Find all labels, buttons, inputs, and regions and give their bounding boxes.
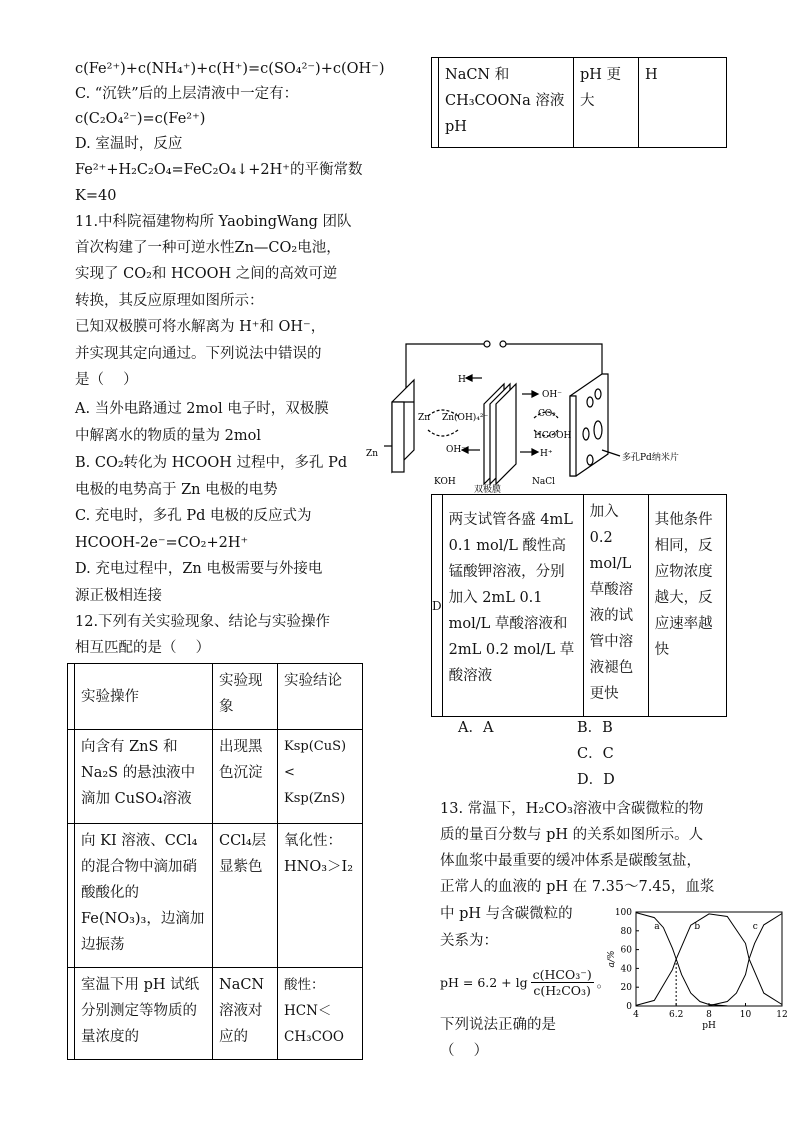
q10-option-b-tail: c(Fe²⁺)+c(NH₄⁺)+c(H⁺)=c(SO₄²⁻)+c(OH⁻) [75,61,385,77]
table-letter-cell [432,58,439,148]
x-tick-label: 8 [706,1010,712,1020]
table-cell-phen: 加入 0.2 mol/L 草酸溶液的试管中溶液褪色更快 [583,495,648,717]
diagram-label: 多孔Pd纳米片 [622,453,679,463]
diagram-label: Zn [418,413,431,423]
q11-option-d: D. 充电过程中，Zn 电极需要与外接电 [75,561,323,577]
q13-stem: 质的量百分数与 pH 的关系如图所示。人 [440,827,704,843]
table-cell-op: 两支试管各盛 4mL 0.1 mol/L 酸性高锰酸钾溶液，分别加入 2mL 0.1 mol/L 草酸溶液和 2mL 0.2 mol/L 草酸溶液 [442,495,583,717]
q11-stem: 首次构建了一种可逆水性Zn—CO₂电池， [75,240,341,256]
x-tick-label: 4 [633,1010,639,1020]
q11-option-b: 电极的电势高于 Zn 电极的电势 [75,482,278,498]
diagram-label: H⁺ [458,375,471,385]
formula-prefix: pH = 6.2 + lg [440,974,528,990]
table-cell-op: 室温下用 pH 试纸分别测定等物质的量浓度的 [75,968,213,1060]
diagram-label: 双极膜 [474,485,502,494]
table-header: 实验操作 [75,664,213,730]
table-cell-conc: 氧化性：HNO₃＞I₂ [278,824,363,968]
q12-stem: 12.下列有关实验现象、结论与实验操作 [75,614,331,630]
q10-option-c-formula: c(C₂O₄²⁻)=c(Fe²⁺) [75,111,206,127]
q13-stem: 下列说法正确的是 [440,1017,556,1033]
y-tick-label: 60 [620,945,632,956]
series-label-a: a [654,921,660,932]
q13-stem: 13. 常温下，H₂CO₃溶液中含碳微粒的物 [440,801,704,817]
diagram-label: OH⁻ [446,445,466,455]
q12-stem: 相互匹配的是（ ） [75,640,211,656]
x-axis-label: pH [702,1021,716,1031]
q10-option-d: D. 室温时，反应 [75,136,183,152]
series-line-c [709,914,782,1006]
table-cell-phen: NaCN 溶液对应的 [213,968,278,1060]
q11-stem: 并实现其定向通过。下列说法中错误的 [75,346,322,362]
table-cell-conc: Ksp(CuS) < Ksp(ZnS) [278,730,363,824]
q11-option-c: C. 充电时，多孔 Pd 电极的反应式为 [75,508,312,524]
q12-option-b: B．B [577,720,613,736]
q12-table-option-d [431,494,727,717]
table-cell-phen: pH 更大 [574,58,639,148]
formula-denominator: c(H₂CO₃) [533,982,591,998]
y-tick-label: 80 [620,926,632,937]
table-letter-cell [68,824,75,968]
table-cell-conc: 酸性：HCN＜CH₃COO [278,968,363,1060]
formula-numerator: c(HCO₃⁻) [532,966,592,982]
q12-option-c: C．C [577,746,614,762]
zn-co2-battery-diagram [362,334,720,494]
q11-option-a: 中解离水的物质的量为 2mol [75,428,261,444]
q10-option-d-k: K=40 [75,188,117,204]
q13-stem: 中 pH 与含碳微粒的 [440,906,573,922]
x-tick-label: 10 [739,1010,752,1020]
table-cell-phen: 出现黑色沉淀 [213,730,278,824]
table-header: 实验现象 [213,664,278,730]
x-tick-label: 12 [776,1010,788,1020]
q10-option-c: C. “沉铁”后的上层清液中一定有： [75,86,299,102]
q11-option-d: 源正极相连接 [75,588,162,604]
x-tick-label: 6.2 [668,1010,684,1020]
diagram-label: HCOOH [534,431,572,441]
q13-stem: 正常人的血液的 pH 在 7.35～7.45，血浆 [440,879,715,895]
row-letter: D [432,598,442,613]
q11-option-b: B. CO₂转化为 HCOOH 过程中，多孔 Pd [75,455,348,471]
table-cell-op: NaCN 和 CH₃COONa 溶液 pH [439,58,574,148]
q12-option-d: D．D [577,772,615,788]
y-tick-label: 100 [614,908,632,918]
series-line-a [636,913,727,1006]
series-label-c: c [752,921,758,932]
q11-stem: 已知双极膜可将水解离为 H⁺和 OH⁻， [75,319,326,335]
q11-stem: 是（ ） [75,372,138,388]
diagram-label: CO₂ [538,409,556,419]
table-header: 实验结论 [278,664,363,730]
y-tick-label: 0 [626,1002,632,1012]
q13-blank: （ ） [440,1043,489,1059]
q12-table-left [67,663,363,1060]
table-letter-cell [68,730,75,824]
q11-stem: 实现了 CO₂和 HCOOH 之间的高效可逆 [75,266,338,282]
q12-table-continued [431,57,727,148]
y-axis-label: a/% [607,950,617,968]
table-letter-cell [68,968,75,1060]
diagram-label: Zn [366,449,379,459]
q13-stem: 关系为： [440,933,498,949]
diagram-label: H⁺ [540,449,553,459]
series-label-b: b [694,921,701,932]
q12-option-a: A．A [458,720,494,736]
table-letter-cell [432,495,443,717]
table-cell-conc: H [639,58,727,148]
q13-stem: 体血浆中最重要的缓冲体系是碳酸氢盐， [440,853,701,869]
diagram-label: OH⁻ [542,390,562,400]
carbonate-species-chart [606,902,792,1032]
diagram-label: NaCl [532,477,556,487]
table-cell-op: 向含有 ZnS 和 Na₂S 的悬浊液中滴加 CuSO₄溶液 [75,730,213,824]
table-letter-cell [68,664,75,730]
q11-stem: 转换，其反应原理如图所示： [75,293,264,309]
diagram-label: KOH [434,477,456,487]
table-cell-phen: CCl₄层显紫色 [213,824,278,968]
y-tick-label: 20 [620,983,632,994]
q11-option-c: HCOOH-2e⁻=CO₂+2H⁺ [75,535,249,551]
q11-option-a: A. 当外电路通过 2mol 电子时，双极膜 [75,401,329,417]
henderson-formula [440,960,609,1004]
formula-suffix: 。 [596,975,610,990]
q10-option-d-reaction: Fe²⁺+H₂C₂O₄=FeC₂O₄↓+2H⁺的平衡常数 [75,162,363,178]
q11-stem: 11.中科院福建物构所 YaobingWang 团队 [75,214,352,230]
table-cell-op: 向 KI 溶液、CCl₄的混合物中滴加硝酸酸化的 Fe(NO₃)₃，边滴加边振荡 [75,824,213,968]
y-tick-label: 40 [620,964,632,975]
diagram-label: Zn(OH)₄²⁻ [442,413,489,423]
table-cell-conc: 其他条件相同，反应物浓度越大，反应速率越快 [648,495,726,717]
